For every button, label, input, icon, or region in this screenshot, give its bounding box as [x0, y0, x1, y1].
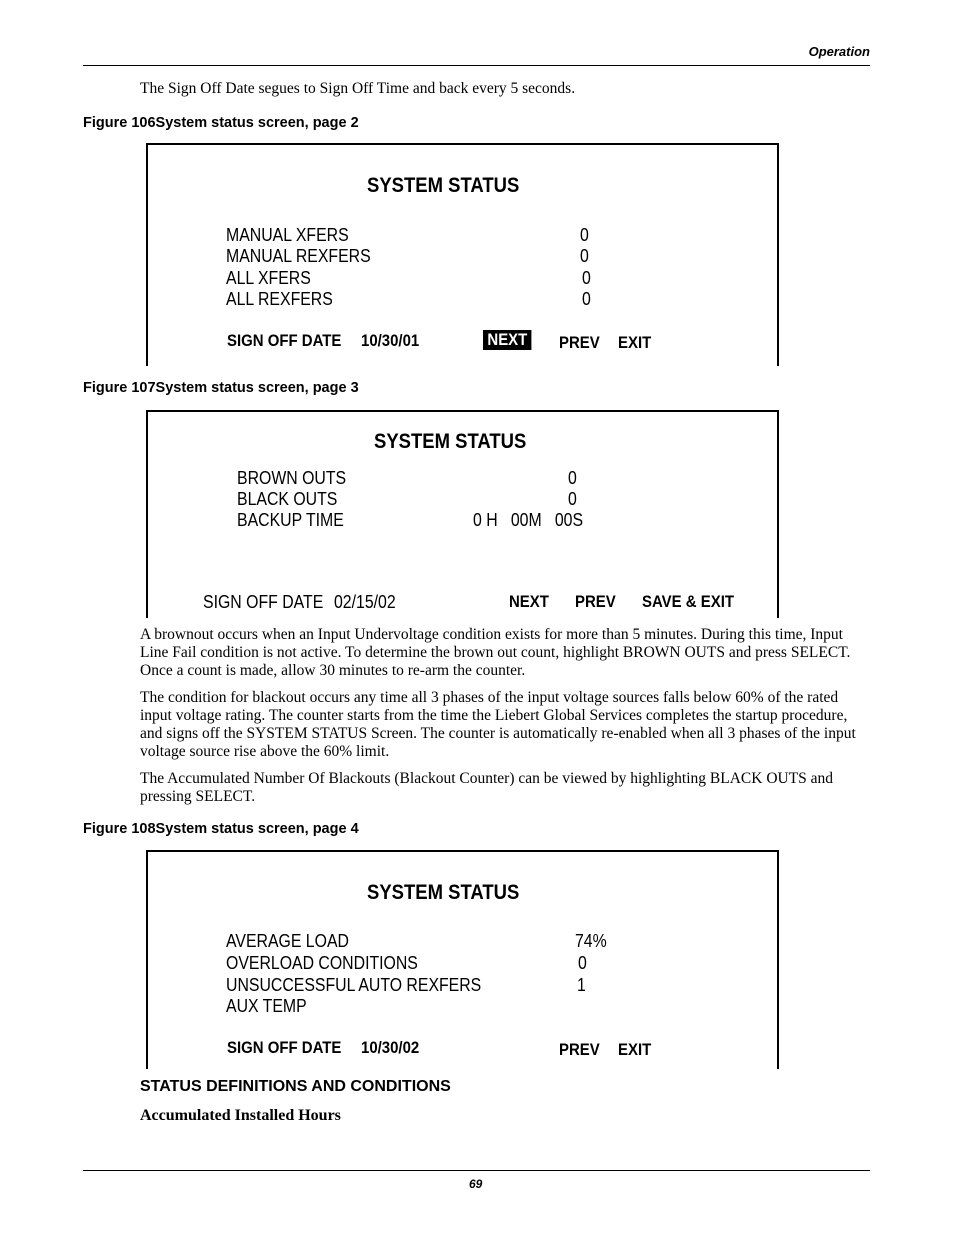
- status-screen: [146, 143, 779, 366]
- next-button[interactable]: NEXT: [483, 330, 532, 350]
- figure-caption: Figure 108System status screen, page 4: [83, 821, 359, 837]
- sign-off-date: 10/30/02: [361, 1038, 420, 1057]
- section-label: Operation: [808, 44, 870, 59]
- row-value: 0: [578, 953, 587, 973]
- row-label: BROWN OUTS: [237, 468, 347, 488]
- page-number: 69: [469, 1177, 483, 1191]
- row-label: AUX TEMP: [226, 996, 307, 1016]
- row-value: 0: [580, 246, 589, 266]
- figure-caption: Figure 107System status screen, page 3: [83, 380, 359, 396]
- subsection-heading: Accumulated Installed Hours: [140, 1107, 341, 1124]
- screen-title: SYSTEM STATUS: [367, 174, 520, 197]
- prev-button[interactable]: PREV: [559, 1040, 600, 1059]
- blackout-paragraph: The condition for blackout occurs any time all 3 phases of the input voltage sources falls below 60% of the rated input voltage rating. The counter starts from the time the Liebert Global Services completes the startup procedure, and signs off the SYSTEM STATUS Screen. The counter is automatically re-enabled when all 3 phases of the input voltage source rise above the 60% limit.: [140, 689, 856, 760]
- header-divider: [83, 65, 870, 66]
- figure-caption: Figure 106System status screen, page 2: [83, 115, 359, 131]
- prev-button[interactable]: PREV: [575, 592, 616, 611]
- body-paragraph: [140, 626, 870, 680]
- row-label: MANUAL REXFERS: [226, 246, 371, 266]
- row-label: BACKUP TIME: [237, 510, 344, 530]
- row-value: 74%: [575, 931, 607, 951]
- row-value: 0: [568, 489, 577, 509]
- status-screen: [146, 850, 779, 1069]
- sign-off-date: 10/30/01: [361, 331, 420, 350]
- row-value: 0: [582, 268, 591, 288]
- section-heading: STATUS DEFINITIONS AND CONDITIONS: [140, 1078, 451, 1095]
- row-value: 0: [582, 289, 591, 309]
- sign-off-date: 02/15/02: [334, 592, 396, 612]
- row-label: AVERAGE LOAD: [226, 931, 349, 951]
- prev-button[interactable]: PREV: [559, 333, 600, 352]
- brownout-paragraph: A brownout occurs when an Input Undervoltage condition exists for more than 5 minutes. During this time, Input Line Fail condition is not active. To determine the brown out count, highlight BROWN OUTS and press SELECT. Once a count is made, allow 30 minutes to re-arm the counter.: [140, 626, 851, 679]
- status-screen: [146, 410, 779, 618]
- row-value: 1: [577, 975, 586, 995]
- row-value: 0 H 00M 00S: [473, 510, 584, 530]
- row-label: UNSUCCESSFUL AUTO REXFERS: [226, 975, 482, 995]
- row-value: 0: [568, 468, 577, 488]
- row-label: ALL REXFERS: [226, 289, 333, 309]
- row-label: MANUAL XFERS: [226, 225, 349, 245]
- body-paragraph: [140, 770, 870, 806]
- sign-off-label: SIGN OFF DATE: [227, 331, 342, 350]
- sign-off-label: SIGN OFF DATE: [227, 1038, 342, 1057]
- footer-divider: [83, 1170, 870, 1171]
- blackout-counter-paragraph: The Accumulated Number Of Blackouts (Blackout Counter) can be viewed by highlighting BLACK OUTS and pressing SELECT.: [140, 770, 834, 805]
- row-label: ALL XFERS: [226, 268, 311, 288]
- screen-title: SYSTEM STATUS: [367, 881, 520, 904]
- intro-text: The Sign Off Date segues to Sign Off Time and back every 5 seconds.: [140, 80, 576, 97]
- exit-button[interactable]: EXIT: [618, 1040, 652, 1059]
- screen-title: SYSTEM STATUS: [374, 430, 527, 453]
- save-exit-button[interactable]: SAVE & EXIT: [642, 592, 735, 611]
- sign-off-label: SIGN OFF DATE: [203, 592, 324, 612]
- next-button[interactable]: NEXT: [509, 592, 549, 611]
- row-label: BLACK OUTS: [237, 489, 338, 509]
- row-value: 0: [580, 225, 589, 245]
- row-label: OVERLOAD CONDITIONS: [226, 953, 418, 973]
- body-paragraph: [140, 689, 870, 761]
- exit-button[interactable]: EXIT: [618, 333, 652, 352]
